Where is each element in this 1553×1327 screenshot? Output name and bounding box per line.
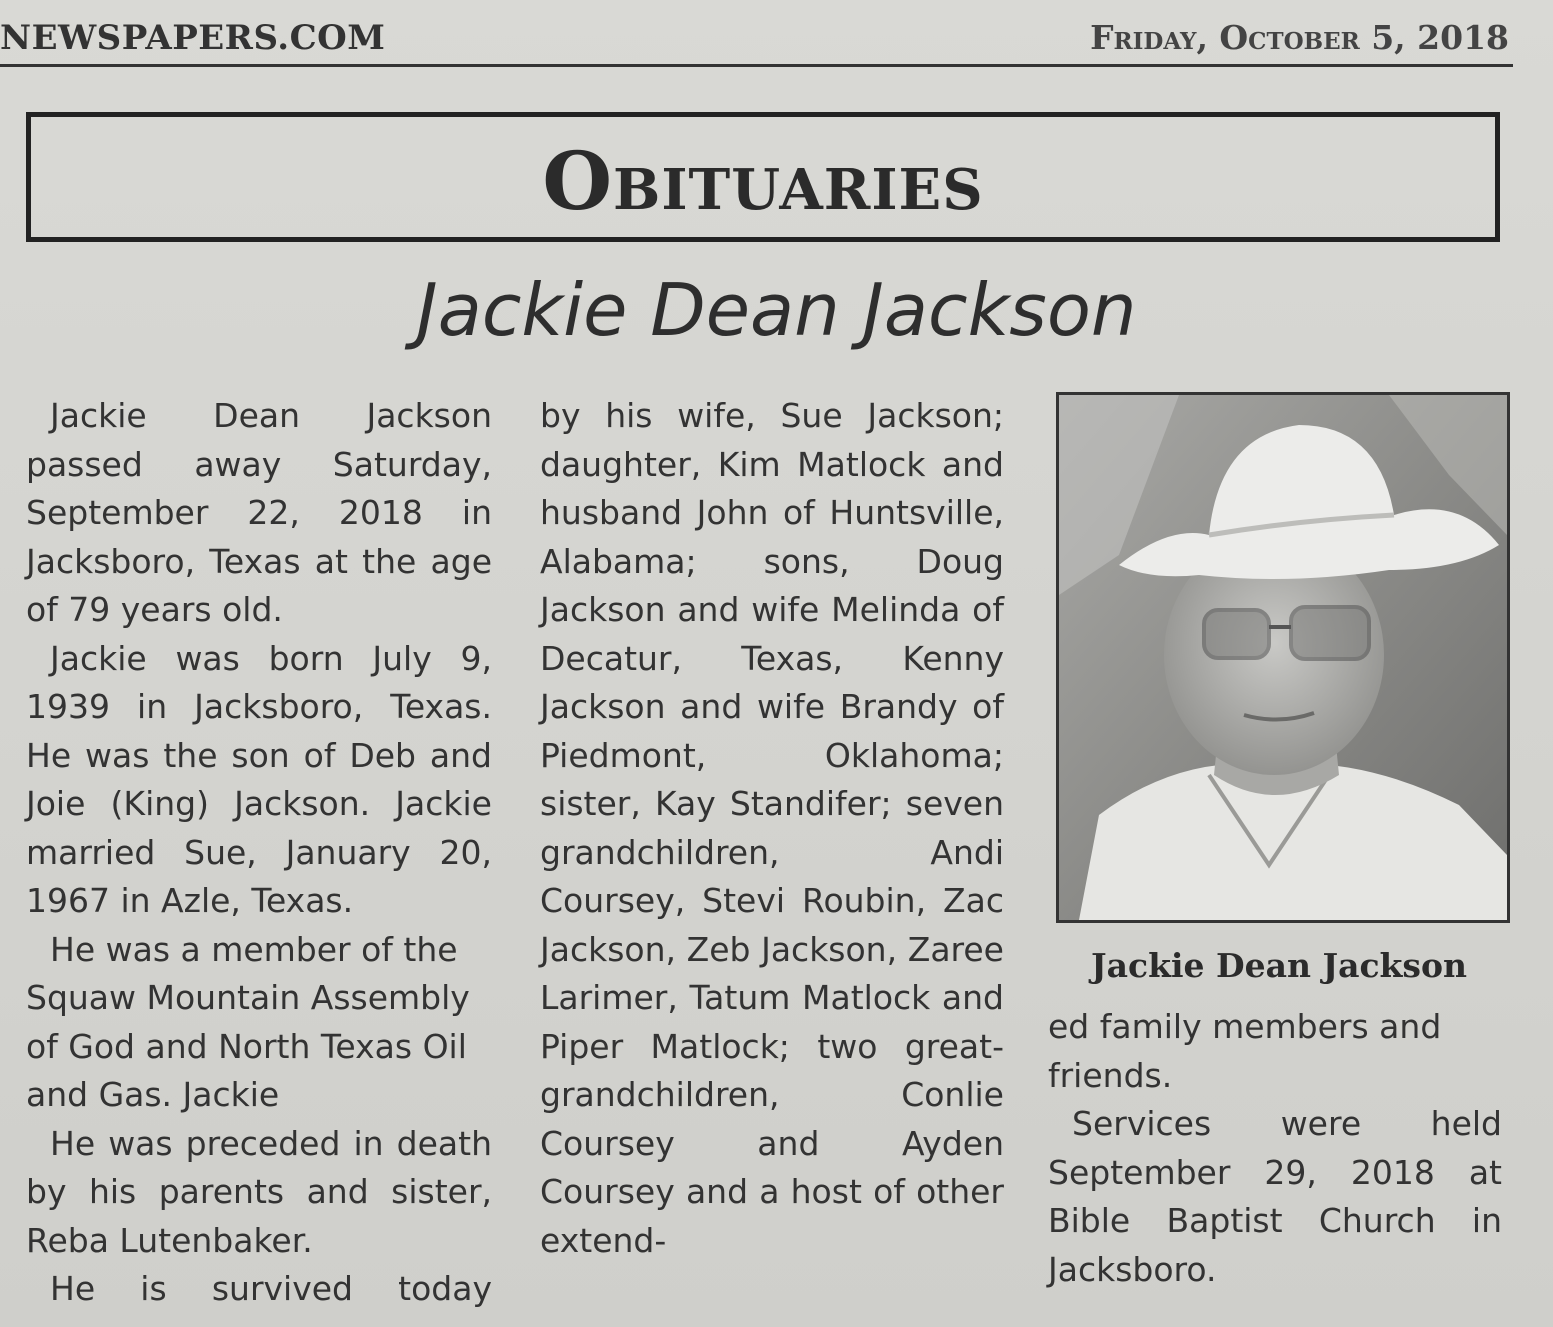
article-column-3 <box>1048 1003 1502 1294</box>
photo-caption: Jackie Dean Jackson <box>1091 946 1467 985</box>
section-banner <box>26 112 1500 242</box>
obituary-headline: Jackie Dean Jackson <box>416 268 1137 352</box>
paragraph-services: Services were held September 29, 2018 at Bible Baptist Church in Jacksboro. <box>1048 1104 1502 1289</box>
paragraph-death: Jackie Dean Jackson passed away Saturday, September 22, 2018 in Jacksboro, Texas at the age of 79 years old. <box>26 396 492 629</box>
masthead-site: NEWSPAPERS.COM <box>0 18 386 58</box>
article-column-2 <box>540 392 1004 1265</box>
paragraph-preceded: He was preceded in death by his parents and sister, Reba Lutenbaker. <box>26 1123 492 1260</box>
paragraph-survived-start: He is survived today <box>50 1269 492 1308</box>
paragraph-survivors-end: ed family members and friends. <box>1048 1007 1442 1095</box>
paragraph-survivors: by his wife, Sue Jackson; daughter, Kim Matlock and husband John of Huntsville, Alabama; sons, Doug Jackson and wife Melinda of Decatur, Texas, Kenny Jackson and wife Brandy of Piedmont, Oklahoma; sister, Kay Standifer; seven grandchildren, Andi Coursey, Stevi Roubin, Zac Jackson, Zeb Jackson, Zaree Larimer, Tatum Matlock and Piper Matlock; two great-grandchildren, Conlie Coursey and Ayden Coursey and a host of other extend- <box>540 396 1004 1260</box>
portrait-photo-icon <box>1059 395 1507 920</box>
article-column-1 <box>26 392 492 1314</box>
section-title: Obituaries <box>542 134 984 228</box>
masthead-rule <box>0 64 1513 67</box>
paragraph-membership: He was a member of the Squaw Mountain Assembly of God and North Texas Oil and Gas. Jackie <box>26 929 470 1114</box>
portrait-photo <box>1056 392 1510 923</box>
paragraph-birth: Jackie was born July 9, 1939 in Jacksboro, Texas. He was the son of Deb and Joie (King) Jackson. Jackie married Sue, January 20, 1967 in Azle, Texas. <box>26 638 492 920</box>
masthead-date: Friday, October 5, 2018 <box>1090 18 1509 57</box>
